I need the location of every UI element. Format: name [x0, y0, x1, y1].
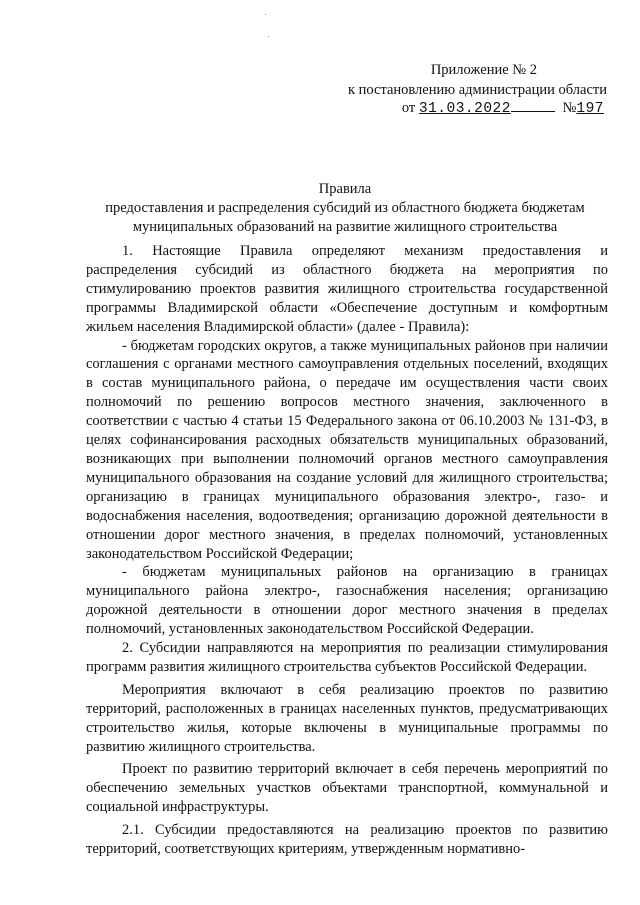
document-number: 197 [576, 101, 604, 117]
paragraph-1: 1. Настоящие Правила определяют механизм предоставления и распределения субсидий из областного бюджета на мероприятия по стимулированию проектов развития жилищного строительства государственной программы Владимирской области «Обеспечение доступным и комфортным жильем населения Владимирской области» (далее - Правила): [86, 243, 608, 335]
date-prefix: от [401, 100, 416, 116]
paragraph-dash-2: - бюджетам муниципальных районов на организацию в границах муниципального района электро-, газоснабжения населения; организацию дорожной деятельности в отношении дорог местного значения в пределах полномочий, установленных законодательством Российской Федерации. [86, 564, 608, 638]
paragraph-2: 2. Субсидии направляются на мероприятия по реализации стимулирования программ развития жилищного строительства субъектов Российской Федерации. [86, 640, 608, 675]
annex-reference: к постановлению администрации области [347, 82, 607, 98]
scan-speck [265, 14, 266, 15]
title-heading: Правила [318, 181, 372, 197]
paragraph-4: Проект по развитию территорий включает в себя перечень мероприятий по обеспечению земельных участков объектами транспортной, коммунальной и социальной инфраструктуры. [86, 761, 608, 816]
annex-date-line [402, 98, 604, 119]
paragraph-dash-1: - бюджетам городских округов, а также муниципальных районов при наличии соглашения с органами местного самоуправления отдельных поселений, входящих в состав муниципального района, о передаче им осуществления части своих полномочий по решению вопросов местного значения, заключенного в соответствии с частью 4 статьи 15 Федерального закона от 06.10.2003 № 131-ФЗ, в целях софинансирования расходных обязательств муниципальных образований, возникающих при выполнении полномочий органов местного самоуправления муниципального образования на создание условий для жилищного строительства; организацию в границах муниципального образования электро-, газо- и водоснабжения населения, водоотведения; организацию дорожной деятельности в отношении дорог местного значения, в пределах полномочий, установленных законодательством Российской Федерации; [86, 337, 608, 562]
date-underline [511, 99, 555, 112]
number-prefix: № [562, 100, 577, 116]
document-body [86, 242, 608, 859]
paragraph-3: Мероприятия включают в себя реализацию проектов по развитию территорий, расположенных в границах населенных пунктов, предусматривающих строительство жилья, которые включены в муниципальные программы по развитию жилищного строительства. [86, 681, 608, 755]
annex-number: Приложение № 2 [430, 62, 537, 78]
title-line-1: предоставления и распределения субсидий из областного бюджета бюджетам [105, 200, 585, 216]
scan-speck [268, 36, 269, 37]
title-line-2: муниципальных образований на развитие жилищного строительства [132, 219, 558, 235]
document-title [85, 180, 605, 237]
document-date: 31.03.2022 [418, 101, 511, 117]
paragraph-5: 2.1. Субсидии предоставляются на реализацию проектов по развитию территорий, соответствующих критериям, утвержденным нормативно- [86, 822, 608, 858]
